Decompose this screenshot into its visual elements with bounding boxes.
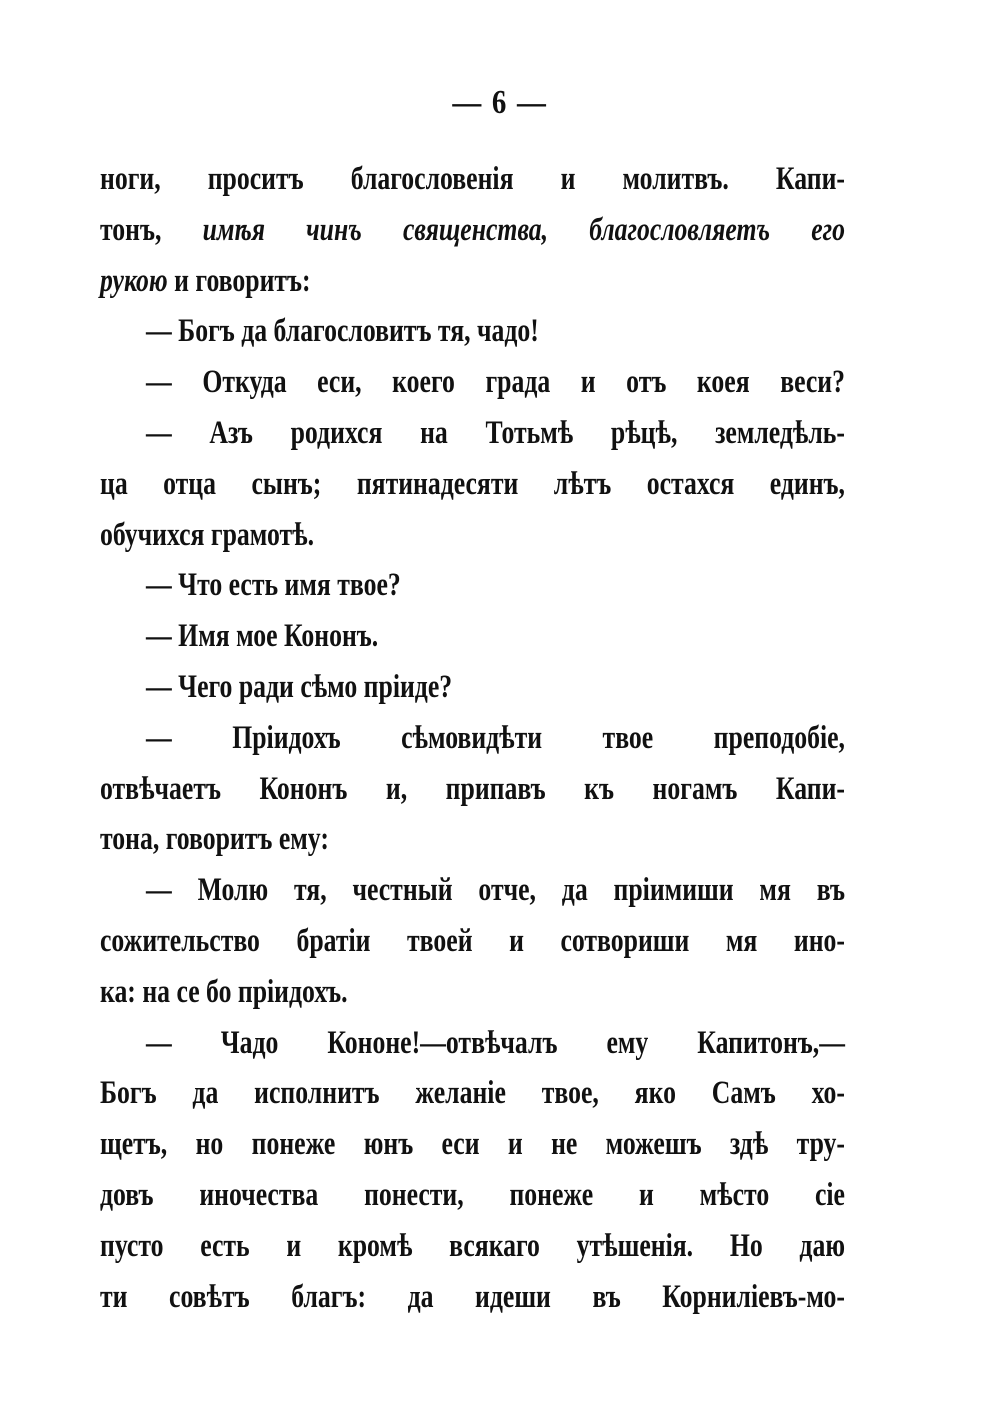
dialogue-line: — Богъ да благословитъ тя, чадо! <box>146 313 539 350</box>
text-line: ца отца сынъ; пятинадесяти лѣтъ остахся единъ, <box>100 465 845 502</box>
text-line: довъ иночества понести, понеже и мѣсто сіе <box>100 1176 845 1213</box>
dialogue-line: — Чего ради сѣмо пріиде? <box>146 668 453 705</box>
dialogue-line: — Пріидохъ сѣмовидѣти твое преподобіе, <box>146 719 845 756</box>
page-number: — 6 — <box>452 84 548 121</box>
dialogue-line: — Что есть имя твое? <box>146 567 401 604</box>
body-text <box>100 154 845 1322</box>
dialogue-line: — Азъ родихся на Тотьмѣ рѣцѣ, земледѣль- <box>146 414 845 451</box>
text-line: отвѣчаетъ Кононъ и, припавъ къ ногамъ Капи- <box>100 770 845 807</box>
text-line: тона, говоритъ ему: <box>100 821 329 858</box>
text-line: щетъ, но понеже юнъ еси и не можешъ здѣ тру- <box>100 1126 845 1163</box>
dialogue-line: — Имя мое Кононъ. <box>146 618 379 655</box>
text-line: ка: на се бо пріидохъ. <box>100 973 348 1010</box>
text-line: пусто есть и кромѣ всякаго утѣшенія. Но даю <box>100 1227 845 1264</box>
text-line: обучихся грамотѣ. <box>100 516 315 553</box>
text-line: тонъ, имѣя чинъ священства, благословляетъ его <box>100 211 846 248</box>
dialogue-line: — Откуда еси, коего града и отъ коея веси? <box>146 364 845 401</box>
text-line: рукою и говоритъ: <box>100 262 311 299</box>
dialogue-line: — Молю тя, честный отче, да пріимиши мя въ <box>146 872 845 909</box>
text-line: ти совѣтъ благъ: да идеши въ Корниліевъ-мо- <box>100 1278 845 1315</box>
text-line: сожительство братіи твоей и сотвориши мя ино- <box>100 922 845 959</box>
text-line: ноги, проситъ благословенія и молитвъ. Капи- <box>100 161 845 197</box>
dialogue-line: — Чадо Кононе!—отвѣчалъ ему Капитонъ,— <box>146 1024 845 1061</box>
italic-phrase: рукою <box>100 262 168 299</box>
italic-phrase: имѣя чинъ священства, благословляетъ его <box>202 211 846 248</box>
text-line: Богъ да исполнитъ желаніе твое, яко Самъ хо- <box>100 1075 845 1112</box>
